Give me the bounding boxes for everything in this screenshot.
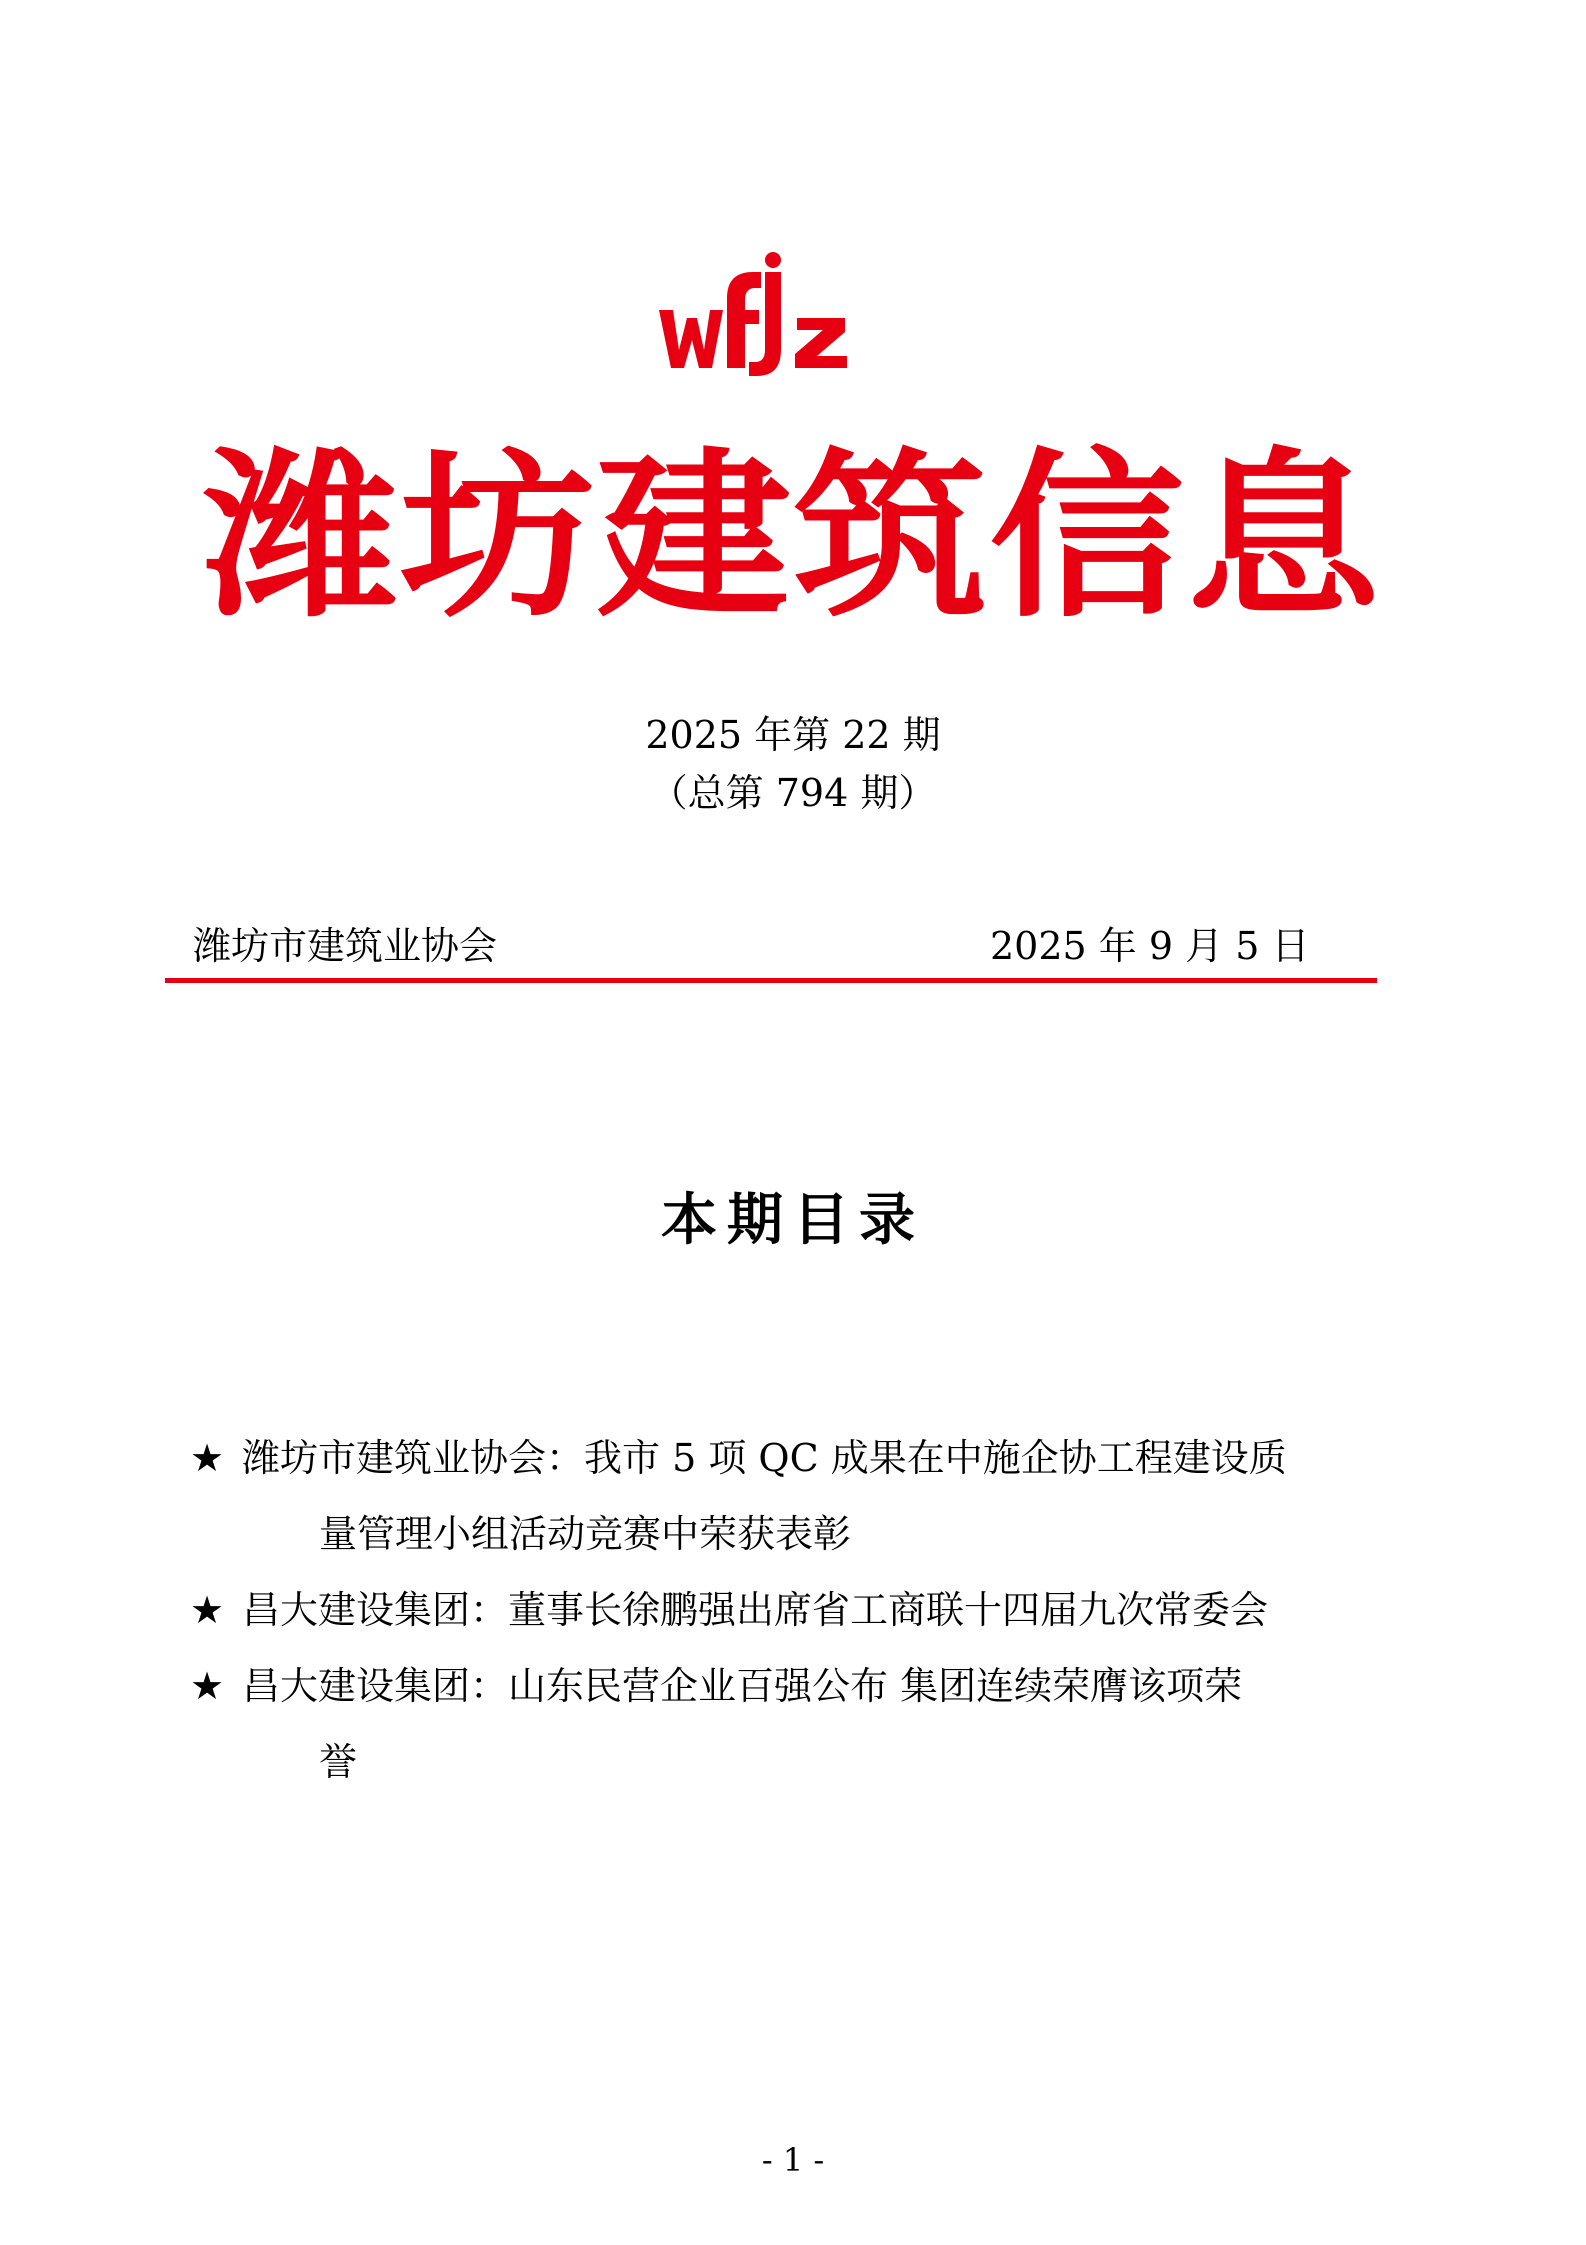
toc-item bbox=[190, 1648, 1410, 1800]
toc-item-text-cont: 量管理小组活动竞赛中荣获表彰 bbox=[319, 1512, 852, 1556]
toc-item-text: 潍坊市建筑业协会：我市 5 项 QC 成果在中施企协工程建设质 bbox=[242, 1436, 1287, 1480]
toc-list bbox=[190, 1420, 1410, 1800]
toc-item-text: 昌大建设集团：山东民营企业百强公布 集团连续荣膺该项荣 bbox=[242, 1664, 1243, 1708]
star-icon: ★ bbox=[190, 1436, 225, 1480]
toc-item-text: 昌大建设集团：董事长徐鹏强出席省工商联十四届九次常委会 bbox=[242, 1588, 1269, 1632]
issue-number: 2025 年第 22 期 bbox=[645, 713, 941, 757]
toc-item bbox=[190, 1572, 1410, 1648]
masthead-title: 潍坊建筑信息 bbox=[203, 433, 1383, 642]
wfjz-logo bbox=[657, 250, 857, 380]
toc-item-text-cont: 誉 bbox=[319, 1740, 358, 1784]
toc-item bbox=[190, 1420, 1410, 1572]
publisher-name: 潍坊市建筑业协会 bbox=[193, 924, 498, 968]
issue-info bbox=[0, 706, 1586, 822]
header-divider bbox=[165, 978, 1377, 983]
issue-total-number: （总第 794 期） bbox=[649, 771, 937, 815]
star-icon: ★ bbox=[190, 1664, 225, 1708]
page-number: - 1 - bbox=[761, 2141, 825, 2179]
star-icon: ★ bbox=[190, 1588, 225, 1632]
toc-title: 本期目录 bbox=[661, 1187, 925, 1253]
publish-date: 2025 年 9 月 5 日 bbox=[990, 924, 1310, 968]
